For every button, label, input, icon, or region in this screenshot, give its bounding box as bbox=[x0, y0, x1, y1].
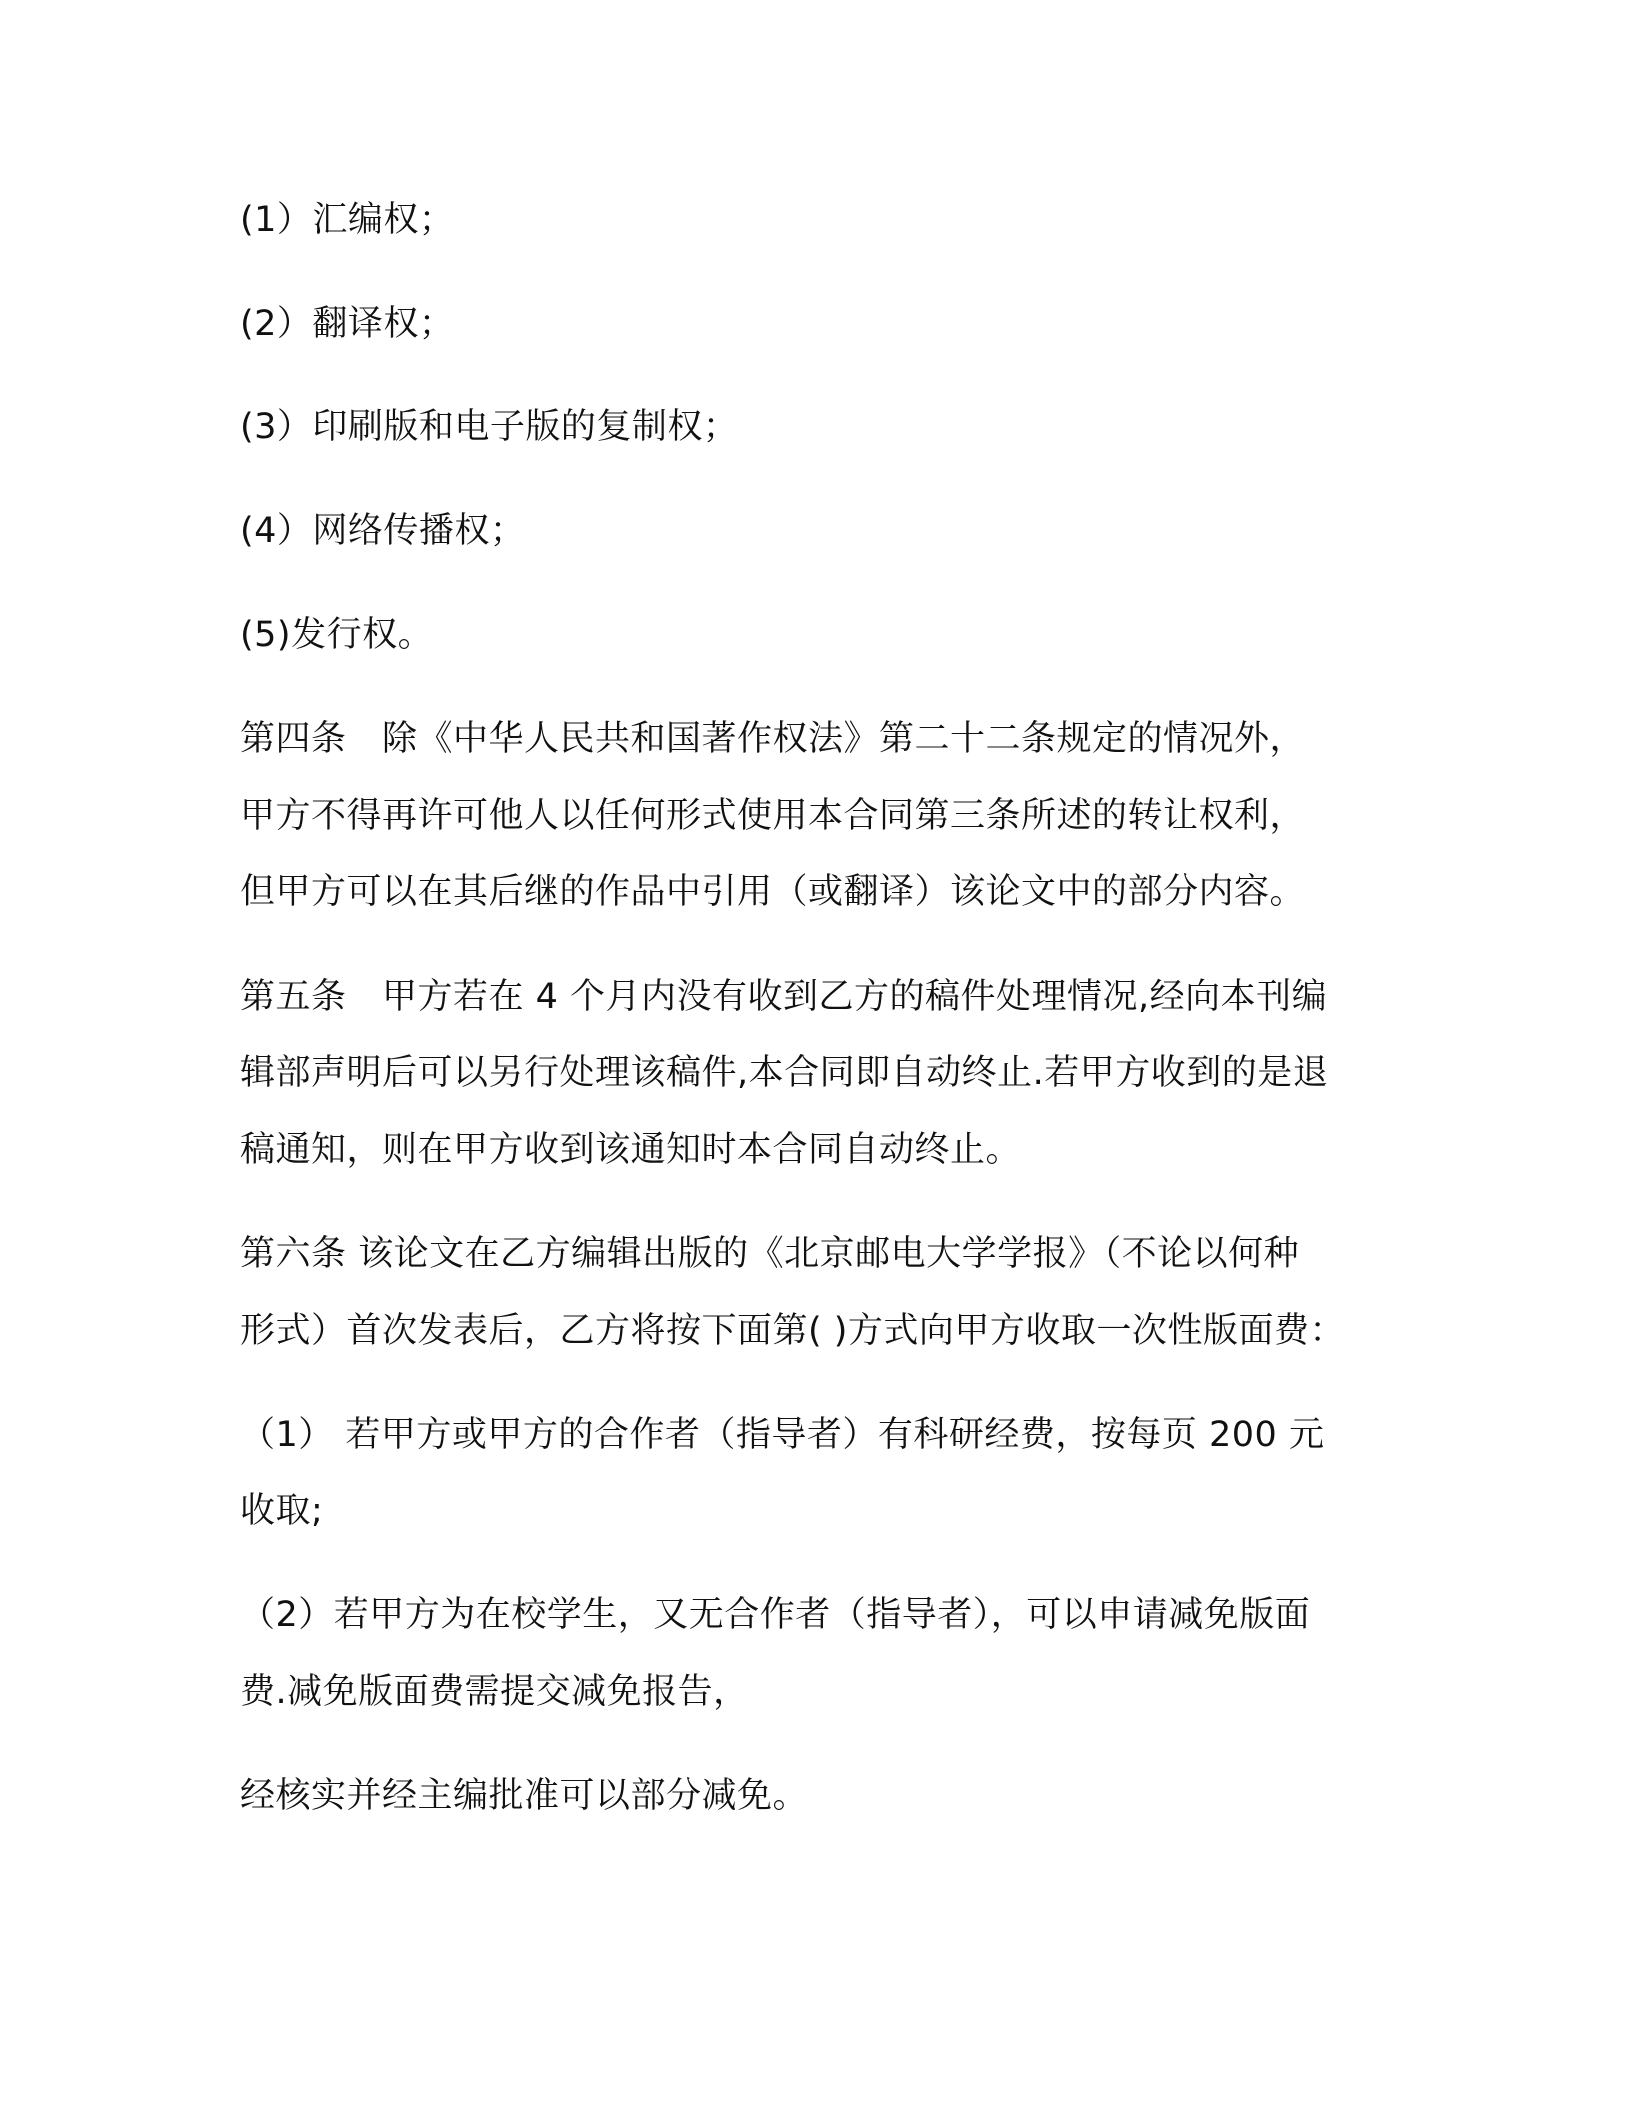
list-item-translation-right: (2）翻译权； bbox=[240, 304, 455, 344]
article-4-line: 甲方不得再许可他人以任何形式使用本合同第三条所述的转让权利， bbox=[240, 796, 1306, 836]
fee-option-2-line: （2）若甲方为在校学生，又无合作者（指导者），可以申请减免版面 bbox=[240, 1595, 1311, 1635]
fee-option-2-line: 费.减免版面费需提交减免报告， bbox=[240, 1672, 749, 1712]
list-item-compilation-right: (1）汇编权； bbox=[240, 200, 455, 240]
article-5-line: 辑部声明后可以另行处理该稿件,本合同即自动终止.若甲方收到的是退 bbox=[240, 1053, 1329, 1093]
fee-option-1-line: （1） 若甲方或甲方的合作者（指导者）有科研经费，按每页 200 元 bbox=[240, 1415, 1325, 1455]
list-item-reproduction-right: (3）印刷版和电子版的复制权； bbox=[240, 407, 739, 447]
article-6-line: 形式）首次发表后，乙方将按下面第( )方式向甲方收取一次性版面费： bbox=[240, 1311, 1345, 1351]
article-5-line: 第五条 甲方若在 4 个月内没有收到乙方的稿件处理情况,经向本刊编 bbox=[240, 977, 1328, 1017]
list-item-network-dissemination-right: (4）网络传播权； bbox=[240, 511, 526, 551]
article-4-line: 但甲方可以在其后继的作品中引用（或翻译）该论文中的部分内容。 bbox=[240, 872, 1306, 912]
article-6-line: 第六条 该论文在乙方编辑出版的《北京邮电大学学报》（不论以何种 bbox=[240, 1234, 1300, 1274]
list-item-distribution-right: (5)发行权。 bbox=[240, 615, 434, 655]
article-5-line: 稿通知，则在甲方收到该通知时本合同自动终止。 bbox=[240, 1130, 1022, 1170]
closing-line: 经核实并经主编批准可以部分减免。 bbox=[240, 1776, 809, 1816]
fee-option-1-line: 收取; bbox=[240, 1491, 324, 1531]
article-4-line: 第四条 除《中华人民共和国著作权法》第二十二条规定的情况外， bbox=[240, 719, 1306, 759]
